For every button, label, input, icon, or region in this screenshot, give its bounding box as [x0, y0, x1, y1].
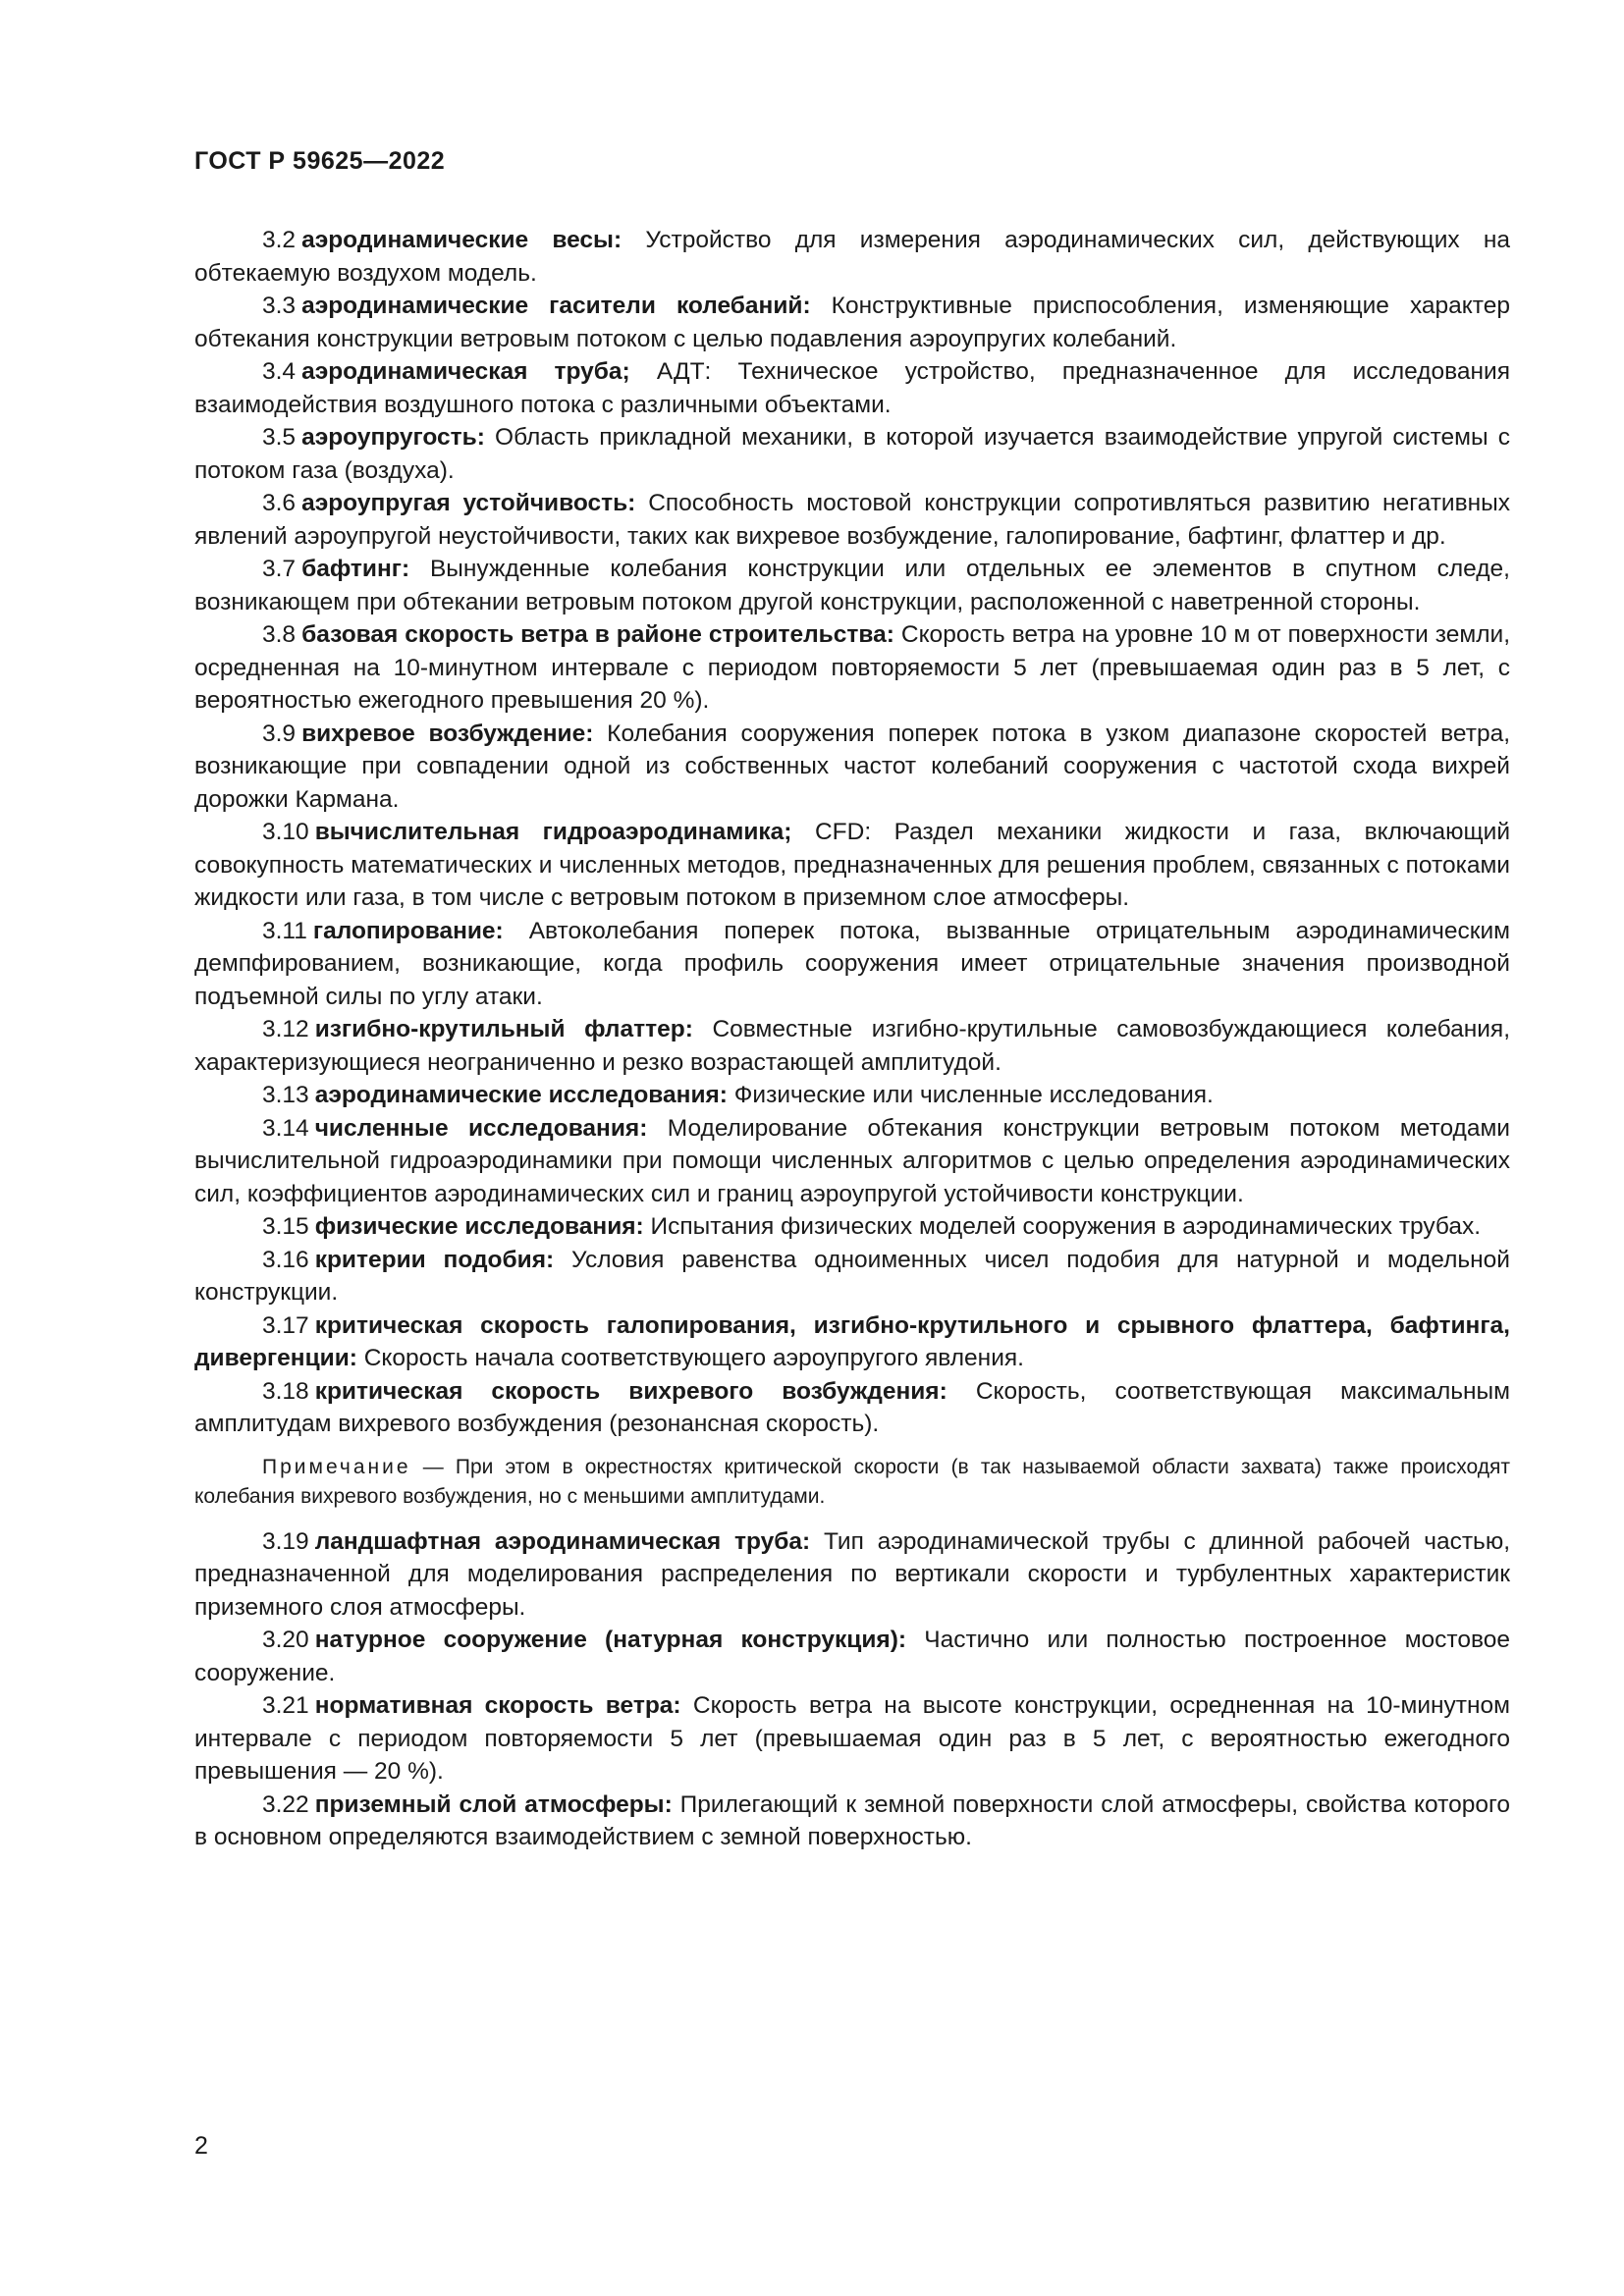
term-definition: Частично или полностью построенное мостовое сооружение. — [194, 1627, 1510, 1686]
term-definition: Колебания сооружения поперек потока в узком диапазоне скоростей ветра, возникающие при совпадении одной из собственных частот колебаний сооружения с частотой схода вихрей дорожки Кармана. — [194, 720, 1511, 813]
term-entry-3-17 — [194, 1309, 1510, 1375]
term-definition: Скорость ветра на высоте конструкции, осредненная на 10-минутном интервале с периодом повторяемости 5 лет (превышаемая один раз в 5 лет, с вероятностью ежегодного превышения — 20 %). — [194, 1692, 1511, 1785]
term-number: 3.4 — [262, 358, 297, 385]
term-name: вихревое возбуждение: — [301, 720, 594, 747]
term-definition: Автоколебания поперек потока, вызванные отрицательным аэродинамическим демпфированием, возникающие, когда профиль сооружения имеет отрицательные значения производной подъемной силы по углу атаки. — [194, 917, 1510, 1010]
term-definition: Прилегающий к земной поверхности слой атмосферы, свойства которого в основном определяются взаимодействием с земной поверхностью. — [194, 1790, 1510, 1850]
term-definition: Область прикладной механики, в которой изучается взаимодействие упругой системы с потоком газа (воздуха). — [194, 424, 1510, 484]
term-name: базовая скорость ветра в районе строительства: — [301, 621, 894, 648]
term-name: критическая скорость галопирования, изгибно-крутильного и срывного флаттера, бафтинга, дивергенции: — [194, 1311, 1510, 1371]
term-entry-3-6 — [194, 487, 1510, 553]
term-entry-3-4 — [194, 355, 1510, 421]
term-number: 3.14 — [262, 1114, 309, 1142]
term-name: критическая скорость вихревого возбуждения: — [314, 1377, 947, 1405]
term-name: аэродинамические гасители колебаний: — [301, 293, 811, 319]
term-entry-3-13 — [194, 1079, 1510, 1112]
term-entry-3-14 — [194, 1112, 1510, 1211]
term-entry-3-11 — [194, 915, 1510, 1014]
term-definition: Физические или численные исследования. — [733, 1082, 1214, 1108]
term-definition: Моделирование обтекания конструкции ветровым потоком методами вычислительной гидроаэродинамики при помощи численных алгоритмов с целью определения аэродинамических сил, коэффициентов аэродинамических сил и границ аэроупругой устойчивости конструкции. — [194, 1114, 1510, 1207]
term-definition: Скорость ветра на уровне 10 м от поверхности земли, осредненная на 10-минутном интервале с периодом повторяемости 5 лет (превышаемая один раз в 5 лет, с вероятностью ежегодного превышения 20 %). — [194, 621, 1511, 714]
terms-section — [194, 224, 1510, 1854]
term-entry-3-10 — [194, 816, 1510, 915]
term-number: 3.5 — [262, 424, 297, 451]
term-name: натурное сооружение (натурная конструкция): — [314, 1627, 907, 1653]
term-entry-3-12 — [194, 1013, 1510, 1079]
term-name: аэродинамическая труба; — [301, 358, 630, 385]
term-definition: CFD: Раздел механики жидкости и газа, включающий совокупность математических и численных методов, предназначенных для решения проблем, связанных с потоками жидкости или газа, в том числе с ветровым потоком в приземном слое атмосферы. — [194, 819, 1511, 911]
term-definition: Испытания физических моделей сооружения в аэродинамических трубах. — [650, 1213, 1482, 1240]
term-definition: Способность мостовой конструкции сопротивляться развитию негативных явлений аэроупругой неустойчивости, таких как вихревое возбуждение, галопирование, бафтинг, флаттер и др. — [194, 490, 1511, 550]
term-number: 3.6 — [262, 490, 297, 516]
term-name: физические исследования: — [314, 1213, 644, 1240]
term-number: 3.19 — [262, 1527, 309, 1555]
term-name: бафтинг: — [301, 556, 410, 582]
term-name: аэродинамические весы: — [301, 227, 623, 253]
term-definition: Тип аэродинамической трубы с длинной рабочей частью, предназначенной для моделирования распределения по вертикали скорости и турбулентных характеристик приземного слоя атмосферы. — [194, 1527, 1511, 1621]
term-definition: Совместные изгибно-крутильные самовозбуждающиеся колебания, характеризующиеся неограниченно и резко возрастающей амплитудой. — [194, 1016, 1511, 1076]
term-entry-3-22 — [194, 1789, 1510, 1854]
term-name: нормативная скорость ветра: — [314, 1692, 681, 1719]
term-number: 3.13 — [262, 1082, 309, 1108]
term-entry-3-8 — [194, 618, 1510, 718]
term-entry-3-20 — [194, 1624, 1510, 1689]
term-definition: АДТ: Техническое устройство, предназначенное для исследования взаимодействия воздушного потока с различными объектами. — [194, 358, 1510, 418]
term-number: 3.3 — [262, 293, 297, 319]
term-number: 3.11 — [262, 917, 307, 944]
term-number: 3.22 — [262, 1790, 309, 1818]
term-entry-3-16 — [194, 1244, 1510, 1309]
term-name: аэроупругая устойчивость: — [301, 490, 636, 516]
term-definition: Устройство для измерения аэродинамических сил, действующих на обтекаемую воздухом модель. — [194, 227, 1510, 287]
page-number: 2 — [194, 2132, 208, 2160]
term-name: критерии подобия: — [314, 1246, 555, 1273]
term-name: вычислительная гидроаэродинамика; — [314, 819, 792, 845]
term-number: 3.10 — [262, 819, 309, 845]
term-entry-3-18 — [194, 1375, 1510, 1441]
note — [194, 1453, 1510, 1512]
term-entry-3-15 — [194, 1210, 1510, 1244]
term-number: 3.2 — [262, 227, 297, 253]
term-entry-3-5 — [194, 421, 1510, 487]
term-name: ландшафтная аэродинамическая труба: — [314, 1527, 811, 1555]
term-name: изгибно-крутильный флаттер: — [314, 1016, 693, 1042]
term-entry-3-19 — [194, 1525, 1510, 1625]
term-number: 3.12 — [262, 1016, 309, 1042]
term-name: галопирование: — [312, 917, 504, 944]
document-header: ГОСТ Р 59625—2022 — [194, 147, 446, 175]
term-definition: Вынужденные колебания конструкции или отдельных ее элементов в спутном следе, возникающем при обтекании ветровым потоком другой конструкции, расположенной с наветренной стороны. — [194, 556, 1510, 615]
term-entry-3-2 — [194, 224, 1510, 290]
term-number: 3.9 — [262, 720, 297, 747]
term-number: 3.7 — [262, 556, 297, 582]
term-number: 3.8 — [262, 621, 297, 648]
note-label: Примечание — [262, 1455, 411, 1478]
term-definition: Скорость, соответствующая максимальным амплитудам вихревого возбуждения (резонансная скорость). — [194, 1377, 1510, 1437]
term-number: 3.16 — [262, 1246, 309, 1273]
term-entry-3-21 — [194, 1689, 1510, 1789]
term-number: 3.15 — [262, 1213, 309, 1240]
term-name: приземный слой атмосферы: — [314, 1790, 673, 1818]
note-text: — При этом в окрестностях критической скорости (в так называемой области захвата) также происходят колебания вихревого возбуждения, но с меньшими амплитудами. — [194, 1455, 1511, 1508]
term-number: 3.18 — [262, 1377, 309, 1405]
term-name: численные исследования: — [314, 1114, 648, 1142]
term-definition: Условия равенства одноименных чисел подобия для натурной и модельной конструкции. — [194, 1246, 1510, 1306]
term-number: 3.20 — [262, 1627, 309, 1653]
term-number: 3.17 — [262, 1311, 309, 1339]
term-entry-3-3 — [194, 290, 1510, 355]
term-definition: Конструктивные приспособления, изменяющие характер обтекания конструкции ветровым потоком с целью подавления аэроупругих колебаний. — [194, 293, 1510, 352]
term-definition: Скорость начала соответствующего аэроупругого явления. — [363, 1345, 1024, 1371]
term-entry-3-7 — [194, 553, 1510, 618]
term-entry-3-9 — [194, 718, 1510, 817]
term-number: 3.21 — [262, 1692, 309, 1719]
term-name: аэроупругость: — [301, 424, 485, 451]
term-name: аэродинамические исследования: — [314, 1082, 728, 1108]
